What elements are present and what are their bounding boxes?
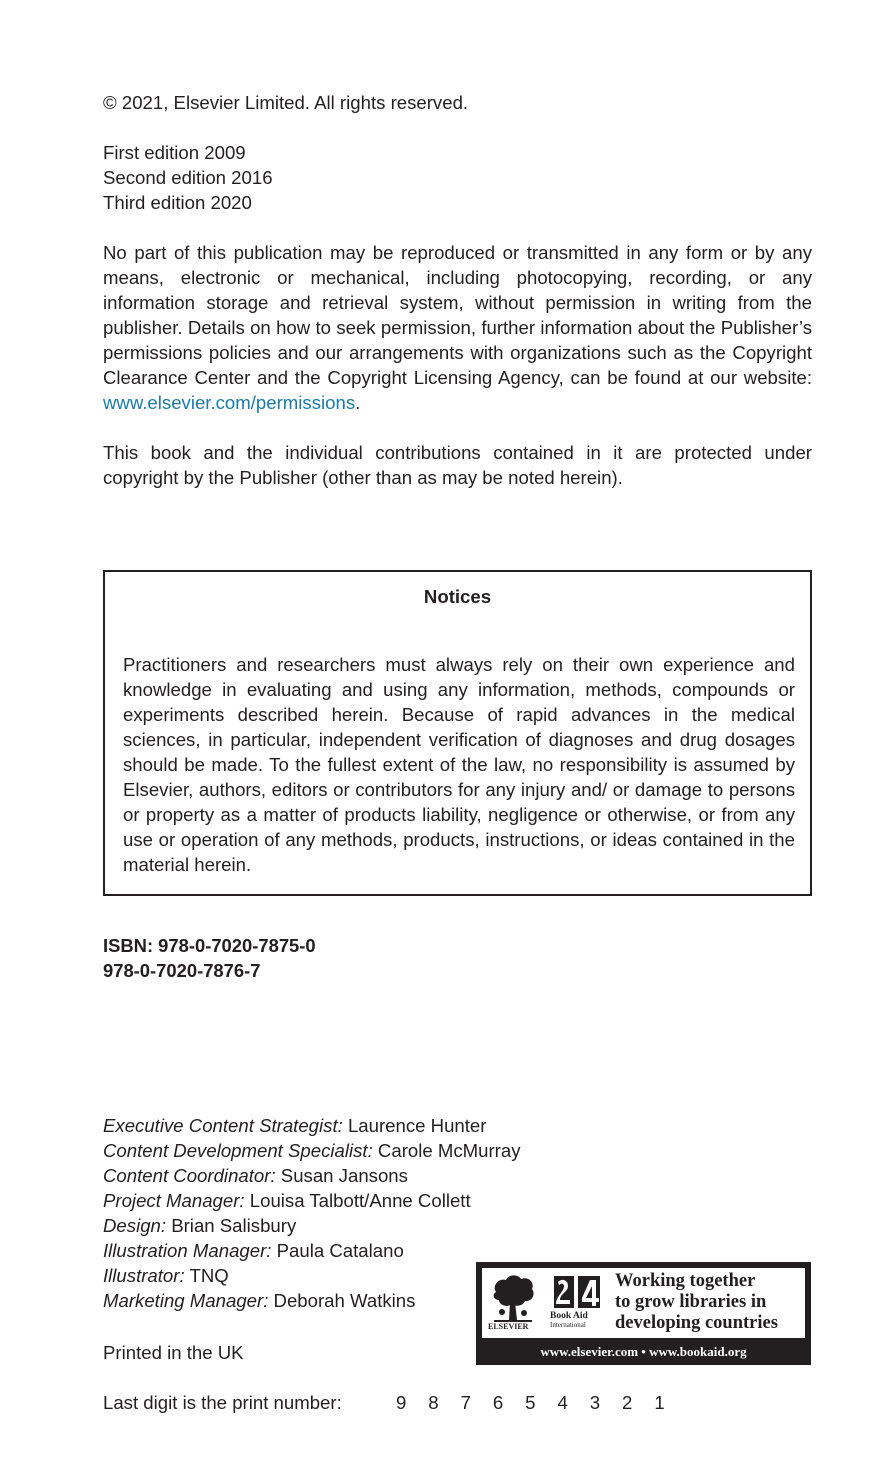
credit-line [103, 1238, 521, 1263]
credit-name: Deborah Watkins [268, 1290, 416, 1311]
book-aid-label-line: Book Aid [550, 1311, 588, 1321]
tagline-line: to grow libraries in [615, 1292, 767, 1312]
print-digit: 8 [428, 1392, 439, 1413]
edition-history [103, 140, 273, 215]
credit-line [103, 1213, 521, 1238]
copyright-line: © 2021, Elsevier Limited. All rights reserved. [103, 92, 469, 113]
edition-line: Second edition 2016 [103, 167, 273, 188]
credit-role: Illustration Manager: [103, 1240, 272, 1261]
tagline-line: Working together [615, 1271, 756, 1291]
credit-line [103, 1113, 521, 1138]
credit-line [103, 1138, 521, 1163]
credit-line [103, 1188, 521, 1213]
print-number-line [103, 1390, 676, 1415]
credit-name: Susan Jansons [275, 1165, 408, 1186]
credit-role: Marketing Manager: [103, 1290, 269, 1311]
isbn-block [103, 933, 316, 983]
print-digit: 2 [622, 1392, 633, 1413]
permissions-text: No part of this publication may be reproduced or transmitted in any form or by any means, electronic or mechanical, including photocopying, recording, or any information storage and retrieval system, without permission in writing from the publisher. Details on how to seek permission, further information about the Publisher’s permissions policies and our arrangements with organizations such as the Copyright Clearance Center and the Copyright Licensing Agency, can be found at our website: [103, 242, 812, 388]
credit-name: Brian Salisbury [166, 1215, 297, 1236]
protection-paragraph: This book and the individual contributions contained in it are protected under copyright by the Publisher (other than as may be noted herein). [103, 442, 812, 488]
credit-role: Design: [103, 1215, 167, 1236]
credits-list [103, 1113, 521, 1313]
print-digit: 6 [492, 1392, 504, 1413]
notices-body: Practitioners and researchers must always rely on their own experience and knowledge in evaluating and using any information, methods, compounds or experiments described herein. Because of rapid advances in the medical sciences, in particular, independent verification of diagnoses and drug dosages should be made. To the fullest extent of the law, no responsibility is assumed by Elsevier, authors, editors or contributors for any injury and/ or damage to persons or property as a matter of products liability, negligence or otherwise, or from any use or operation of any methods, products, instructions, or ideas contained in the material herein. [123, 654, 795, 875]
edition-line: First edition 2009 [103, 142, 246, 163]
edition-line: Third edition 2020 [103, 192, 252, 213]
book-aid-label-line: International [550, 1321, 586, 1329]
book-aid-banner [476, 1262, 811, 1365]
print-digit: 1 [654, 1392, 665, 1413]
credit-line [103, 1163, 521, 1188]
print-digit: 4 [557, 1392, 568, 1413]
print-digit: 7 [460, 1392, 471, 1413]
isbn-line: ISBN: 978-0-7020-7875-0 [103, 935, 316, 956]
notices-title: Notices [423, 586, 492, 607]
printed-in: Printed in the UK [103, 1342, 244, 1363]
credit-name: Louisa Talbott/Anne Collett [244, 1190, 471, 1211]
credit-line [103, 1288, 521, 1313]
tagline-line: developing countries [615, 1313, 778, 1333]
credit-role: Content Development Specialist: [103, 1140, 373, 1161]
credit-name: Paula Catalano [271, 1240, 404, 1261]
print-digit: 5 [525, 1392, 536, 1413]
print-number-label: Last digit is the print number: [103, 1392, 342, 1413]
credit-role: Executive Content Strategist: [103, 1115, 343, 1136]
book-aid-panel [482, 1268, 805, 1338]
book-aid-tagline [615, 1271, 805, 1334]
credit-role: Illustrator: [103, 1265, 185, 1286]
permissions-paragraph [103, 240, 812, 415]
print-digit: 9 [395, 1392, 407, 1413]
permissions-link[interactable]: www.elsevier.com/permissions [103, 392, 356, 413]
notices-box [103, 570, 812, 896]
credit-name: Carole McMurray [372, 1140, 521, 1161]
elsevier-label: ELSEVIER [488, 1322, 529, 1331]
credit-line [103, 1263, 521, 1288]
isbn-line: 978-0-7020-7876-7 [103, 960, 261, 981]
book-aid-label [550, 1312, 588, 1330]
print-digit: 3 [589, 1392, 601, 1413]
permissions-after: . [355, 392, 361, 413]
credit-name: TNQ [184, 1265, 229, 1286]
book-aid-urls[interactable]: www.elsevier.com • www.bookaid.org [540, 1344, 747, 1359]
credit-role: Project Manager: [103, 1190, 245, 1211]
credit-role: Content Coordinator: [103, 1165, 276, 1186]
credit-name: Laurence Hunter [342, 1115, 487, 1136]
